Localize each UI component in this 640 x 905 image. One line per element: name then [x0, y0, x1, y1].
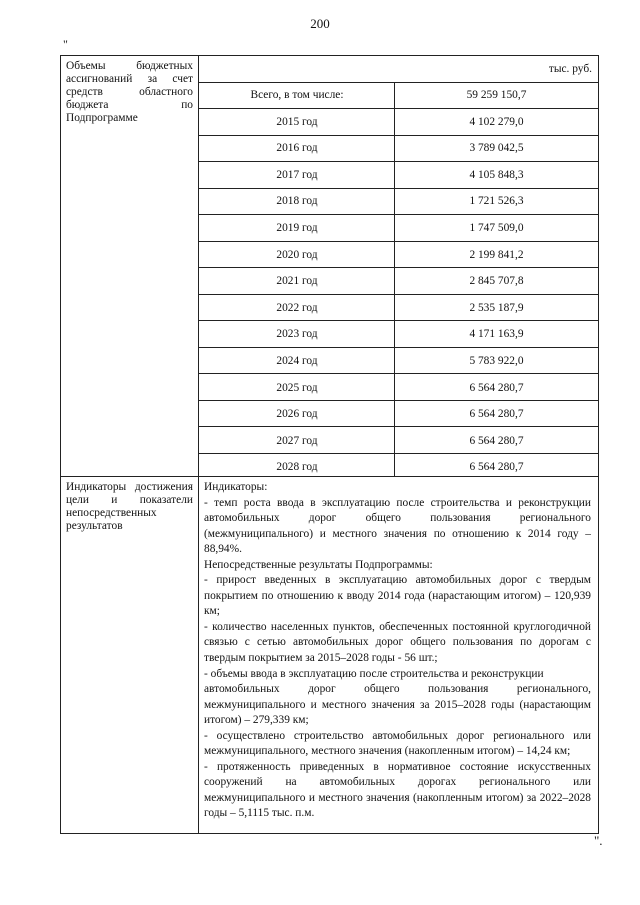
year-cell: 2022 год	[276, 301, 318, 314]
table-row	[200, 82, 598, 109]
table-row	[200, 242, 598, 269]
value-cell: 6 564 280,7	[469, 461, 524, 474]
year-cell: 2021 год	[276, 275, 318, 288]
table-row	[200, 428, 598, 455]
result-item: - протяженность приведенных в нормативное состояние искусственных сооружений на автомобильных дорогах регионального или межмуниципального и местного значения (накопленным итогом) за 2022–2028 годы – 5,1115 тыс. п.м.	[204, 760, 591, 820]
year-cell: 2023 год	[276, 328, 318, 341]
table-row	[200, 375, 598, 402]
column-divider	[198, 55, 199, 834]
page-number: 200	[310, 16, 330, 31]
year-cell: 2020 год	[276, 248, 318, 261]
result-item: - объемы ввода в эксплуатацию после строительства и реконструкции	[204, 667, 544, 680]
results-heading: Непосредственные результаты Подпрограммы:	[204, 558, 433, 571]
currency-unit: тыс. руб.	[548, 63, 592, 75]
result-item-continued: автомобильных дорог общего пользования регионального, межмуниципального и местного значения за 2015–2028 годы (нарастающим итогом) – 279,339 км;	[204, 683, 591, 727]
table-row	[200, 215, 598, 242]
value-cell: 59 259 150,7	[466, 89, 527, 101]
year-cell: 2026 год	[276, 408, 318, 421]
value-cell: 2 845 707,8	[469, 275, 524, 288]
opening-quote-mark: "	[63, 37, 68, 51]
indicators-heading: Индикаторы:	[204, 481, 268, 493]
table-row	[200, 454, 598, 481]
value-cell: 2 199 841,2	[469, 248, 524, 261]
value-cell: 2 535 187,9	[469, 301, 524, 314]
year-cell: 2017 год	[276, 168, 318, 181]
value-cell: 1 721 526,3	[469, 195, 524, 208]
value-cell: 4 105 848,3	[469, 168, 524, 181]
indicators-section-label: Индикаторы достижения цели и показатели непосредственных результатов	[66, 481, 193, 532]
indicators-text	[204, 480, 591, 822]
budget-section-label: Объемы бюджетных ассигнований за счет средств областного бюджета по Подпрограмме	[66, 60, 193, 124]
value-cell: 6 564 280,7	[469, 434, 524, 447]
year-cell: 2025 год	[276, 381, 318, 394]
year-cell: 2027 год	[276, 434, 318, 447]
indicator-item: - темп роста ввода в эксплуатацию после строительства и реконструкции автомобильных дорог общего пользования регионального (межмуниципального) и местного значения по отношению к 2014 году – 88,94%.	[204, 496, 591, 556]
result-item: - количество населенных пунктов, обеспеченных постоянной круглогодичной связью с сетью автомобильных дорог общего пользования по дорогам с твердым покрытием за 2015–2028 годы - 56 шт.;	[204, 620, 591, 665]
table-row	[200, 188, 598, 215]
value-cell: 4 102 279,0	[469, 115, 524, 128]
value-cell: 6 564 280,7	[469, 381, 524, 394]
result-item: - прирост введенных в эксплуатацию автомобильных дорог с твердым покрытием по отношению к вводу 2014 года (нарастающим итогом) – 120,939 км;	[204, 574, 591, 618]
closing-quote-mark: ".	[594, 833, 603, 848]
year-cell: Всего, в том числе:	[250, 89, 344, 101]
value-cell: 1 747 509,0	[469, 221, 524, 234]
value-cell: 6 564 280,7	[469, 408, 524, 421]
year-cell: 2028 год	[276, 461, 318, 474]
result-item: - осуществлено строительство автомобильных дорог регионального или межмуниципального, местного значения (накопленным итогом) – 14,24 км;	[204, 729, 591, 758]
table-row	[200, 348, 598, 375]
table-row	[200, 162, 598, 189]
value-cell: 3 789 042,5	[469, 142, 524, 155]
value-cell: 4 171 163,9	[469, 328, 524, 341]
year-cell: 2018 год	[276, 195, 318, 208]
table-row	[200, 109, 598, 136]
table-row	[200, 401, 598, 428]
year-cell: 2016 год	[276, 142, 318, 155]
value-cell: 5 783 922,0	[469, 354, 524, 367]
year-cell: 2015 год	[276, 115, 318, 128]
table-row	[200, 135, 598, 162]
table-row	[200, 295, 598, 322]
year-cell: 2019 год	[276, 221, 318, 234]
table-row	[200, 321, 598, 348]
year-cell: 2024 год	[276, 354, 318, 367]
table-row	[200, 268, 598, 295]
budget-rows	[200, 82, 598, 481]
